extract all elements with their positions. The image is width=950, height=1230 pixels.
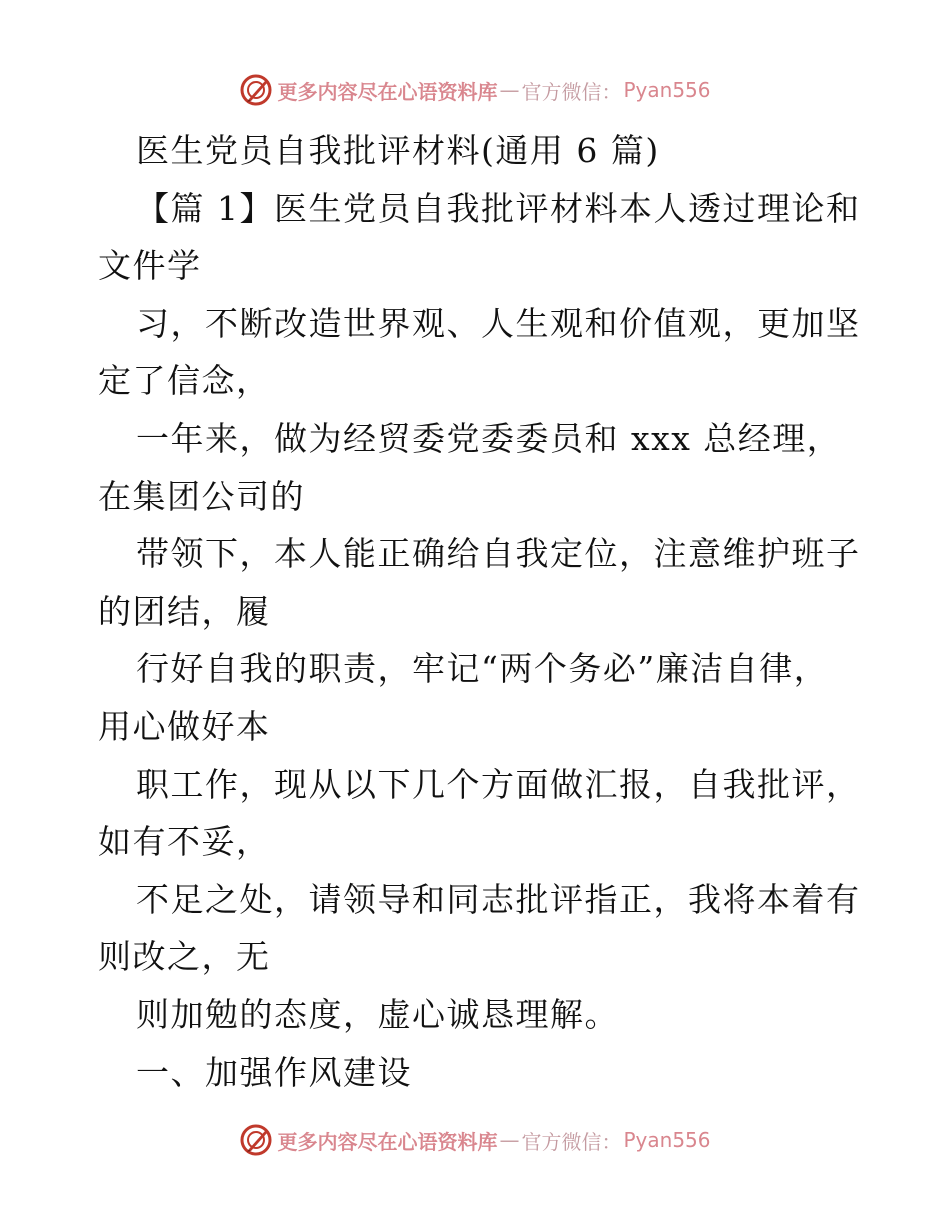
text-line: 则改之，无 xyxy=(98,937,271,977)
text-line: 的团结，履 xyxy=(98,591,271,631)
banner-main-text: 更多内容尽在心语资料库 xyxy=(277,79,498,104)
text-line: 在集团公司的 xyxy=(98,476,305,516)
text-line: 用心做好本 xyxy=(98,706,271,746)
text-line: 职工作，现从以下几个方面做汇报，自我批评， xyxy=(136,764,861,804)
header-banner xyxy=(0,70,950,110)
banner-wechat-label: 官方微信： xyxy=(521,79,622,104)
document-title: 医生党员自我批评材料(通用 6 篇) xyxy=(136,131,660,170)
text-line: 一年来，做为经贸委党委委员和 xxx 总经理， xyxy=(136,418,842,458)
banner-separator: — xyxy=(499,78,520,102)
text-line: 定了信念， xyxy=(98,361,271,401)
text-line: 【篇 1】医生党员自我批评材料本人透过理论和 xyxy=(136,188,861,228)
text-line: 文件学 xyxy=(98,246,202,286)
text-line: 带领下，本人能正确给自我定位，注意维护班子 xyxy=(136,534,861,574)
banner-wechat-label: 官方微信： xyxy=(521,1129,622,1154)
banner-separator: — xyxy=(499,1128,520,1152)
text-line: 如有不妥， xyxy=(98,822,271,862)
footer-banner xyxy=(0,1120,950,1160)
text-line: 不足之处，请领导和同志批评指正，我将本着有 xyxy=(136,879,861,919)
banner-main-text: 更多内容尽在心语资料库 xyxy=(277,1129,498,1154)
text-line: 则加勉的态度，虚心诚恳理解。 xyxy=(136,994,619,1034)
section-heading: 一、加强作风建设 xyxy=(136,1052,412,1092)
text-line: 习，不断改造世界观、人生观和价值观，更加坚 xyxy=(136,303,861,343)
banner-wechat-id: Pyan556 xyxy=(623,1128,711,1152)
document-body xyxy=(98,122,861,1101)
pen-logo-icon xyxy=(239,73,273,107)
text-line: 行好自我的职责，牢记“两个务必”廉洁自律， xyxy=(136,649,829,689)
pen-logo-icon xyxy=(239,1123,273,1157)
banner-wechat-id: Pyan556 xyxy=(623,78,711,102)
